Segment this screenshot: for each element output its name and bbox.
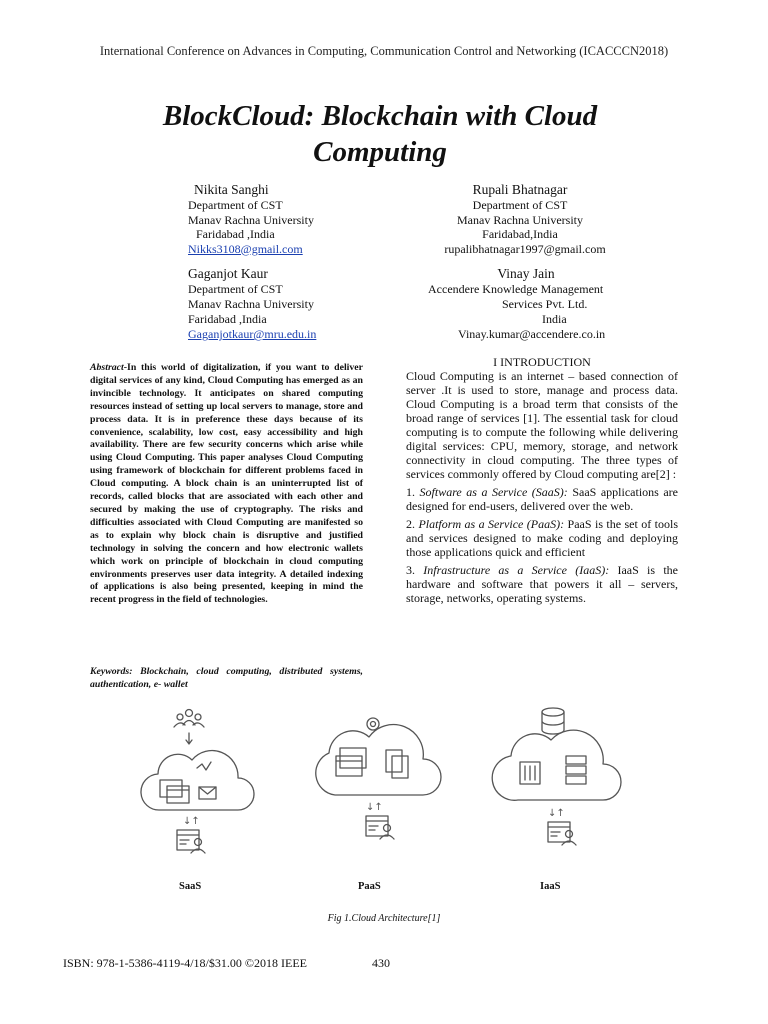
author-block-3 (188, 265, 316, 342)
abstract (90, 362, 363, 607)
server-rack-icon (520, 756, 586, 784)
footer-isbn: ISBN: 978-1-5386-4119-4/18/$31.00 ©2018 IEEE (63, 956, 307, 970)
app-windows-icon (336, 748, 408, 778)
abstract-text: -In this world of digitalization, if you want to deliver digital services of any kind, Cloud Computing has emerged as an invincible technology. It anticipates on shared computing resources instead of setting up local servers to manage, store and process data. It is in preference these days because of its convenience, scalability, low cost, easy accessibility and high availability. There are few security concerns which arise while using Cloud Computing. This paper analyses Cloud Computing using framework of blockchain for different problems faced in Cloud computing. A block chain is an uninterrupted list of records, called blocks that are associated with each other and secured by making the use of cryptography. The risks and difficulties associated with Cloud Computing are manifested so as to explain why block chain is disruptive and justified technology in solving the concern and how electronic wallets which work on principle of blockchain in cloud computing environments preserves user data integrity. A detailed indexing of applications is also being presented, keeping in mind the recent progress in the field of technologies. (90, 362, 363, 606)
author-org: Manav Rachna University (457, 212, 583, 227)
user-terminal-icon (177, 830, 205, 853)
user-terminal-icon (366, 816, 394, 839)
saas-diagram (141, 710, 254, 854)
author-email: rupalibhatnagar1997@gmail.com (444, 241, 606, 256)
title-line-2: Computing (313, 136, 447, 168)
iaas-diagram (492, 708, 621, 845)
label-saas: SaaS (179, 881, 202, 892)
transfer-arrows-icon: ↓↑ (366, 802, 383, 813)
author-dept: Department of CST (472, 198, 568, 212)
figure-caption: Fig 1.Cloud Architecture[1] (327, 913, 441, 924)
service-item-paas: 2. Platform as a Service (PaaS): PaaS is the set of tools and services designed to make coding and deploying those applications quick and efficient (406, 517, 679, 559)
service-item-saas: 1. Software as a Service (SaaS): SaaS applications are designed for end-users, delivered over the web. (406, 485, 679, 513)
author-org: Manav Rachna University (188, 297, 314, 311)
author-email: Vinay.kumar@accendere.co.in (458, 327, 606, 341)
introduction-section (406, 355, 678, 605)
label-paas: PaaS (358, 881, 381, 892)
arrow-down-icon (186, 733, 192, 744)
author-name: Vinay Jain (497, 266, 555, 281)
gear-icon (367, 718, 379, 730)
users-icon (174, 710, 204, 728)
cloud-architecture-figure (0, 700, 768, 900)
author-block-2 (420, 181, 620, 256)
intro-paragraph: Cloud Computing is an internet – based connection of server .It is used to store, manage and process data. Cloud Computing is a broad term that consists of the broad range of services [1]. The essential task for cloud computing is to compute the following while delivering digital services: CPU, memory, storage, and network connectivity in cloud computing. The three types of services commonly offered by Cloud computing are[2] : (406, 369, 678, 481)
title-line-1: BlockCloud: Blockchain with Cloud (162, 100, 598, 132)
section-heading: I INTRODUCTION (493, 355, 591, 369)
author-org: Manav Rachna University (188, 212, 314, 227)
page-number: 430 (372, 956, 390, 970)
cloud-outline-iaas (492, 730, 621, 800)
paper-title (60, 98, 700, 170)
author-name: Nikita Sanghi (194, 182, 269, 197)
abstract-label: Abstract (90, 362, 124, 373)
author-dept: Accendere Knowledge Management (428, 282, 604, 296)
author-name: Gaganjot Kaur (188, 266, 268, 281)
conference-header: International Conference on Advances in Computing, Communication Control and Networking (ICACCCN2018) (99, 44, 669, 58)
paas-diagram (316, 718, 441, 839)
database-icon (542, 708, 564, 734)
author-dept: Department of CST (188, 282, 283, 296)
app-windows-icon (160, 762, 216, 803)
author-email-link[interactable]: Gaganjotkaur@mru.edu.in (188, 327, 317, 341)
service-item-iaas: 3. Infrastructure as a Service (IaaS): IaaS is the hardware and software that powers it all – servers, storage, networks, operating systems. (406, 563, 678, 605)
author-name: Rupali Bhatnagar (472, 182, 568, 197)
keywords: Keywords: Blockchain, cloud computing, distributed systems, authentication, e- wallet (90, 666, 363, 690)
author-org: Services Pvt. Ltd. (502, 297, 588, 311)
author-block-4 (428, 265, 624, 342)
author-place: Faridabad ,India (196, 227, 275, 241)
cloud-outline-paas (316, 725, 441, 795)
transfer-arrows-icon: ↓↑ (183, 816, 200, 827)
author-place: Faridabad,India (482, 227, 558, 241)
author-place: India (542, 312, 567, 326)
author-block-1 (188, 181, 314, 256)
author-email-link[interactable]: Nikks3108@gmail.com (188, 241, 303, 256)
author-place: Faridabad ,India (188, 312, 267, 326)
user-terminal-icon (548, 822, 576, 845)
author-dept: Department of CST (188, 198, 283, 212)
label-iaas: IaaS (540, 881, 561, 892)
transfer-arrows-icon: ↓↑ (548, 808, 565, 819)
cloud-outline-saas (141, 751, 254, 810)
